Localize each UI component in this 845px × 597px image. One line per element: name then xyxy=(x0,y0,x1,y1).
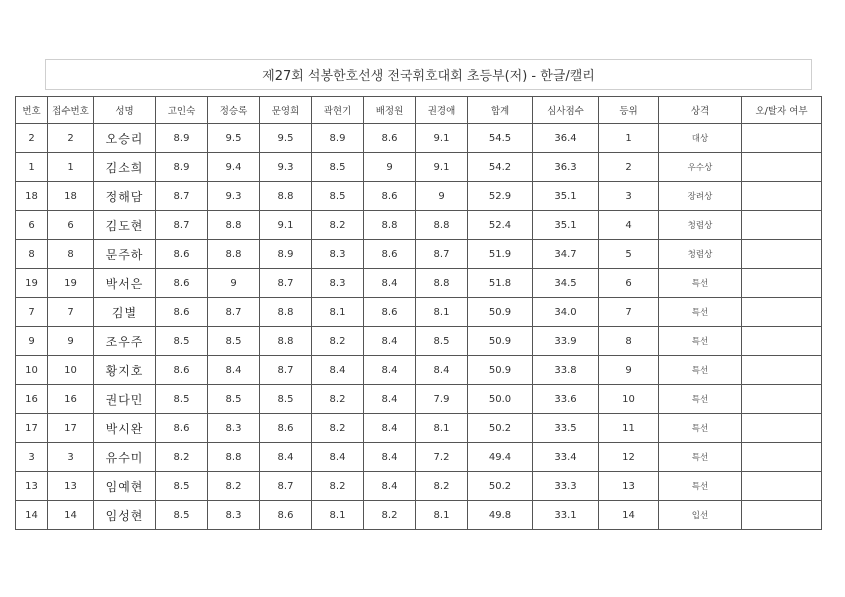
cell-review-score: 33.6 xyxy=(533,385,599,414)
cell-entry-number: 19 xyxy=(16,269,48,298)
cell-total: 50.0 xyxy=(468,385,533,414)
results-table xyxy=(15,96,822,530)
cell-award: 특선 xyxy=(659,327,742,356)
cell-judge-score: 8.1 xyxy=(416,414,468,443)
cell-judge-score: 8.5 xyxy=(260,385,312,414)
cell-receipt-number: 10 xyxy=(48,356,94,385)
cell-judge-score: 8.4 xyxy=(364,385,416,414)
cell-judge-score: 8.5 xyxy=(156,385,208,414)
cell-judge-score: 8.2 xyxy=(416,472,468,501)
cell-judge-score: 9.4 xyxy=(208,153,260,182)
cell-judge-score: 8.7 xyxy=(416,240,468,269)
cell-award: 특선 xyxy=(659,298,742,327)
cell-name: 김소희 xyxy=(94,153,156,182)
cell-review-score: 33.1 xyxy=(533,501,599,530)
cell-typo-check xyxy=(742,153,822,182)
cell-rank: 4 xyxy=(599,211,659,240)
table-row xyxy=(16,240,822,269)
cell-judge-score: 8.7 xyxy=(208,298,260,327)
cell-name: 박서은 xyxy=(94,269,156,298)
cell-name: 정해담 xyxy=(94,182,156,211)
cell-entry-number: 7 xyxy=(16,298,48,327)
cell-award: 대상 xyxy=(659,124,742,153)
cell-judge-score: 8.5 xyxy=(416,327,468,356)
cell-entry-number: 2 xyxy=(16,124,48,153)
table-row xyxy=(16,356,822,385)
cell-review-score: 33.3 xyxy=(533,472,599,501)
cell-receipt-number: 7 xyxy=(48,298,94,327)
cell-judge-score: 8.7 xyxy=(260,356,312,385)
cell-judge-score: 8.5 xyxy=(156,501,208,530)
cell-judge-score: 9.1 xyxy=(416,153,468,182)
cell-total: 50.9 xyxy=(468,298,533,327)
cell-review-score: 33.8 xyxy=(533,356,599,385)
column-header-receipt-number: 접수번호 xyxy=(48,97,94,124)
cell-judge-score: 9.1 xyxy=(260,211,312,240)
cell-judge-score: 8.2 xyxy=(312,211,364,240)
column-header-entry-number: 번호 xyxy=(16,97,48,124)
column-header-judge-score: 곽현기 xyxy=(312,97,364,124)
table-row xyxy=(16,298,822,327)
table-row xyxy=(16,501,822,530)
cell-entry-number: 18 xyxy=(16,182,48,211)
cell-total: 50.9 xyxy=(468,356,533,385)
cell-total: 50.9 xyxy=(468,327,533,356)
cell-review-score: 34.0 xyxy=(533,298,599,327)
cell-judge-score: 8.4 xyxy=(312,443,364,472)
cell-judge-score: 8.5 xyxy=(208,385,260,414)
cell-entry-number: 17 xyxy=(16,414,48,443)
cell-rank: 7 xyxy=(599,298,659,327)
header-row xyxy=(16,97,822,124)
cell-review-score: 33.4 xyxy=(533,443,599,472)
cell-receipt-number: 16 xyxy=(48,385,94,414)
cell-judge-score: 8.6 xyxy=(260,501,312,530)
cell-award: 우수상 xyxy=(659,153,742,182)
cell-typo-check xyxy=(742,501,822,530)
cell-judge-score: 9.5 xyxy=(208,124,260,153)
column-header-judge-score: 고인숙 xyxy=(156,97,208,124)
table-row xyxy=(16,443,822,472)
cell-name: 권다민 xyxy=(94,385,156,414)
cell-judge-score: 8.8 xyxy=(260,327,312,356)
cell-judge-score: 8.4 xyxy=(364,443,416,472)
cell-name: 유수미 xyxy=(94,443,156,472)
cell-judge-score: 8.2 xyxy=(364,501,416,530)
cell-judge-score: 8.9 xyxy=(156,153,208,182)
cell-judge-score: 8.2 xyxy=(156,443,208,472)
cell-judge-score: 8.3 xyxy=(208,414,260,443)
cell-judge-score: 9 xyxy=(416,182,468,211)
cell-name: 임예현 xyxy=(94,472,156,501)
cell-entry-number: 1 xyxy=(16,153,48,182)
cell-entry-number: 13 xyxy=(16,472,48,501)
cell-judge-score: 8.1 xyxy=(416,501,468,530)
cell-rank: 14 xyxy=(599,501,659,530)
table-row xyxy=(16,472,822,501)
document-title: 제27회 석봉한호선생 전국휘호대회 초등부(저) - 한글/캘리 xyxy=(45,59,812,90)
cell-typo-check xyxy=(742,327,822,356)
cell-total: 54.5 xyxy=(468,124,533,153)
cell-judge-score: 9.5 xyxy=(260,124,312,153)
column-header-total: 합계 xyxy=(468,97,533,124)
cell-rank: 3 xyxy=(599,182,659,211)
cell-award: 장려상 xyxy=(659,182,742,211)
cell-review-score: 35.1 xyxy=(533,182,599,211)
cell-judge-score: 8.8 xyxy=(416,269,468,298)
column-header-award: 상격 xyxy=(659,97,742,124)
cell-name: 조우주 xyxy=(94,327,156,356)
cell-judge-score: 8.2 xyxy=(312,414,364,443)
cell-review-score: 34.7 xyxy=(533,240,599,269)
cell-entry-number: 9 xyxy=(16,327,48,356)
table-row xyxy=(16,153,822,182)
cell-judge-score: 8.1 xyxy=(312,298,364,327)
cell-judge-score: 8.6 xyxy=(156,269,208,298)
cell-award: 청렴상 xyxy=(659,240,742,269)
table-row xyxy=(16,211,822,240)
table-row xyxy=(16,414,822,443)
table-row xyxy=(16,269,822,298)
cell-review-score: 36.3 xyxy=(533,153,599,182)
cell-judge-score: 8.4 xyxy=(364,269,416,298)
cell-judge-score: 8.2 xyxy=(312,327,364,356)
cell-typo-check xyxy=(742,356,822,385)
cell-name: 임성현 xyxy=(94,501,156,530)
cell-entry-number: 3 xyxy=(16,443,48,472)
cell-judge-score: 8.4 xyxy=(364,356,416,385)
cell-judge-score: 8.8 xyxy=(364,211,416,240)
column-header-judge-score: 배정원 xyxy=(364,97,416,124)
cell-judge-score: 8.8 xyxy=(260,182,312,211)
cell-judge-score: 8.8 xyxy=(208,240,260,269)
cell-name: 황지호 xyxy=(94,356,156,385)
cell-award: 특선 xyxy=(659,414,742,443)
table-row xyxy=(16,385,822,414)
cell-judge-score: 8.5 xyxy=(156,327,208,356)
cell-judge-score: 8.6 xyxy=(364,240,416,269)
cell-review-score: 35.1 xyxy=(533,211,599,240)
cell-typo-check xyxy=(742,443,822,472)
cell-total: 50.2 xyxy=(468,472,533,501)
cell-typo-check xyxy=(742,211,822,240)
cell-rank: 1 xyxy=(599,124,659,153)
table-body xyxy=(16,124,822,530)
cell-typo-check xyxy=(742,298,822,327)
cell-rank: 12 xyxy=(599,443,659,472)
cell-judge-score: 8.5 xyxy=(208,327,260,356)
cell-judge-score: 8.5 xyxy=(312,153,364,182)
column-header-name: 성명 xyxy=(94,97,156,124)
table-row xyxy=(16,124,822,153)
cell-typo-check xyxy=(742,269,822,298)
cell-total: 49.4 xyxy=(468,443,533,472)
table-row xyxy=(16,182,822,211)
cell-review-score: 36.4 xyxy=(533,124,599,153)
cell-award: 특선 xyxy=(659,356,742,385)
cell-total: 51.8 xyxy=(468,269,533,298)
cell-judge-score: 8.6 xyxy=(156,298,208,327)
cell-judge-score: 9.3 xyxy=(208,182,260,211)
cell-name: 김도현 xyxy=(94,211,156,240)
cell-receipt-number: 9 xyxy=(48,327,94,356)
cell-award: 특선 xyxy=(659,472,742,501)
cell-review-score: 34.5 xyxy=(533,269,599,298)
cell-total: 49.8 xyxy=(468,501,533,530)
cell-judge-score: 8.7 xyxy=(260,269,312,298)
cell-rank: 9 xyxy=(599,356,659,385)
cell-judge-score: 9 xyxy=(208,269,260,298)
cell-judge-score: 8.4 xyxy=(364,414,416,443)
column-header-rank: 등위 xyxy=(599,97,659,124)
cell-total: 52.9 xyxy=(468,182,533,211)
cell-judge-score: 8.6 xyxy=(156,414,208,443)
cell-judge-score: 8.5 xyxy=(312,182,364,211)
cell-receipt-number: 1 xyxy=(48,153,94,182)
cell-judge-score: 8.6 xyxy=(156,240,208,269)
cell-receipt-number: 2 xyxy=(48,124,94,153)
cell-entry-number: 10 xyxy=(16,356,48,385)
cell-name: 김별 xyxy=(94,298,156,327)
cell-rank: 5 xyxy=(599,240,659,269)
cell-judge-score: 8.1 xyxy=(416,298,468,327)
cell-name: 오승리 xyxy=(94,124,156,153)
table-row xyxy=(16,327,822,356)
cell-judge-score: 9 xyxy=(364,153,416,182)
cell-judge-score: 8.9 xyxy=(312,124,364,153)
cell-judge-score: 8.4 xyxy=(312,356,364,385)
cell-judge-score: 8.6 xyxy=(260,414,312,443)
cell-judge-score: 8.3 xyxy=(312,269,364,298)
cell-receipt-number: 8 xyxy=(48,240,94,269)
cell-judge-score: 8.9 xyxy=(156,124,208,153)
cell-award: 청렴상 xyxy=(659,211,742,240)
cell-award: 특선 xyxy=(659,269,742,298)
cell-typo-check xyxy=(742,385,822,414)
cell-rank: 10 xyxy=(599,385,659,414)
cell-typo-check xyxy=(742,124,822,153)
cell-award: 특선 xyxy=(659,385,742,414)
cell-name: 문주하 xyxy=(94,240,156,269)
cell-judge-score: 9.1 xyxy=(416,124,468,153)
cell-receipt-number: 18 xyxy=(48,182,94,211)
cell-rank: 13 xyxy=(599,472,659,501)
cell-judge-score: 8.4 xyxy=(364,472,416,501)
cell-judge-score: 8.9 xyxy=(260,240,312,269)
cell-judge-score: 8.7 xyxy=(156,211,208,240)
cell-typo-check xyxy=(742,240,822,269)
column-header-judge-score: 문영희 xyxy=(260,97,312,124)
cell-typo-check xyxy=(742,472,822,501)
cell-receipt-number: 17 xyxy=(48,414,94,443)
cell-judge-score: 7.9 xyxy=(416,385,468,414)
column-header-review-score: 심사점수 xyxy=(533,97,599,124)
cell-judge-score: 8.2 xyxy=(208,472,260,501)
cell-review-score: 33.5 xyxy=(533,414,599,443)
cell-judge-score: 8.8 xyxy=(416,211,468,240)
cell-entry-number: 16 xyxy=(16,385,48,414)
cell-review-score: 33.9 xyxy=(533,327,599,356)
cell-total: 52.4 xyxy=(468,211,533,240)
cell-judge-score: 8.8 xyxy=(208,443,260,472)
column-header-typo-check: 오/탈자 여부 xyxy=(742,97,822,124)
cell-judge-score: 8.3 xyxy=(312,240,364,269)
cell-judge-score: 8.7 xyxy=(260,472,312,501)
cell-judge-score: 8.7 xyxy=(156,182,208,211)
cell-receipt-number: 14 xyxy=(48,501,94,530)
cell-judge-score: 8.2 xyxy=(312,472,364,501)
cell-judge-score: 7.2 xyxy=(416,443,468,472)
cell-receipt-number: 3 xyxy=(48,443,94,472)
cell-receipt-number: 19 xyxy=(48,269,94,298)
cell-rank: 11 xyxy=(599,414,659,443)
cell-judge-score: 8.6 xyxy=(364,182,416,211)
cell-name: 박시완 xyxy=(94,414,156,443)
cell-judge-score: 8.8 xyxy=(208,211,260,240)
cell-award: 특선 xyxy=(659,443,742,472)
column-header-judge-score: 권경애 xyxy=(416,97,468,124)
cell-judge-score: 8.4 xyxy=(364,327,416,356)
cell-judge-score: 8.2 xyxy=(312,385,364,414)
cell-total: 54.2 xyxy=(468,153,533,182)
cell-total: 50.2 xyxy=(468,414,533,443)
cell-receipt-number: 13 xyxy=(48,472,94,501)
cell-rank: 8 xyxy=(599,327,659,356)
cell-judge-score: 8.3 xyxy=(208,501,260,530)
cell-judge-score: 8.4 xyxy=(260,443,312,472)
cell-rank: 2 xyxy=(599,153,659,182)
cell-typo-check xyxy=(742,182,822,211)
cell-judge-score: 8.8 xyxy=(260,298,312,327)
cell-entry-number: 14 xyxy=(16,501,48,530)
cell-award: 입선 xyxy=(659,501,742,530)
cell-judge-score: 8.4 xyxy=(416,356,468,385)
cell-judge-score: 8.4 xyxy=(208,356,260,385)
column-header-judge-score: 정승록 xyxy=(208,97,260,124)
cell-judge-score: 8.6 xyxy=(156,356,208,385)
cell-judge-score: 8.6 xyxy=(364,298,416,327)
cell-rank: 6 xyxy=(599,269,659,298)
cell-judge-score: 8.6 xyxy=(364,124,416,153)
cell-typo-check xyxy=(742,414,822,443)
cell-judge-score: 8.1 xyxy=(312,501,364,530)
cell-total: 51.9 xyxy=(468,240,533,269)
cell-entry-number: 6 xyxy=(16,211,48,240)
cell-judge-score: 8.5 xyxy=(156,472,208,501)
cell-receipt-number: 6 xyxy=(48,211,94,240)
cell-judge-score: 9.3 xyxy=(260,153,312,182)
cell-entry-number: 8 xyxy=(16,240,48,269)
